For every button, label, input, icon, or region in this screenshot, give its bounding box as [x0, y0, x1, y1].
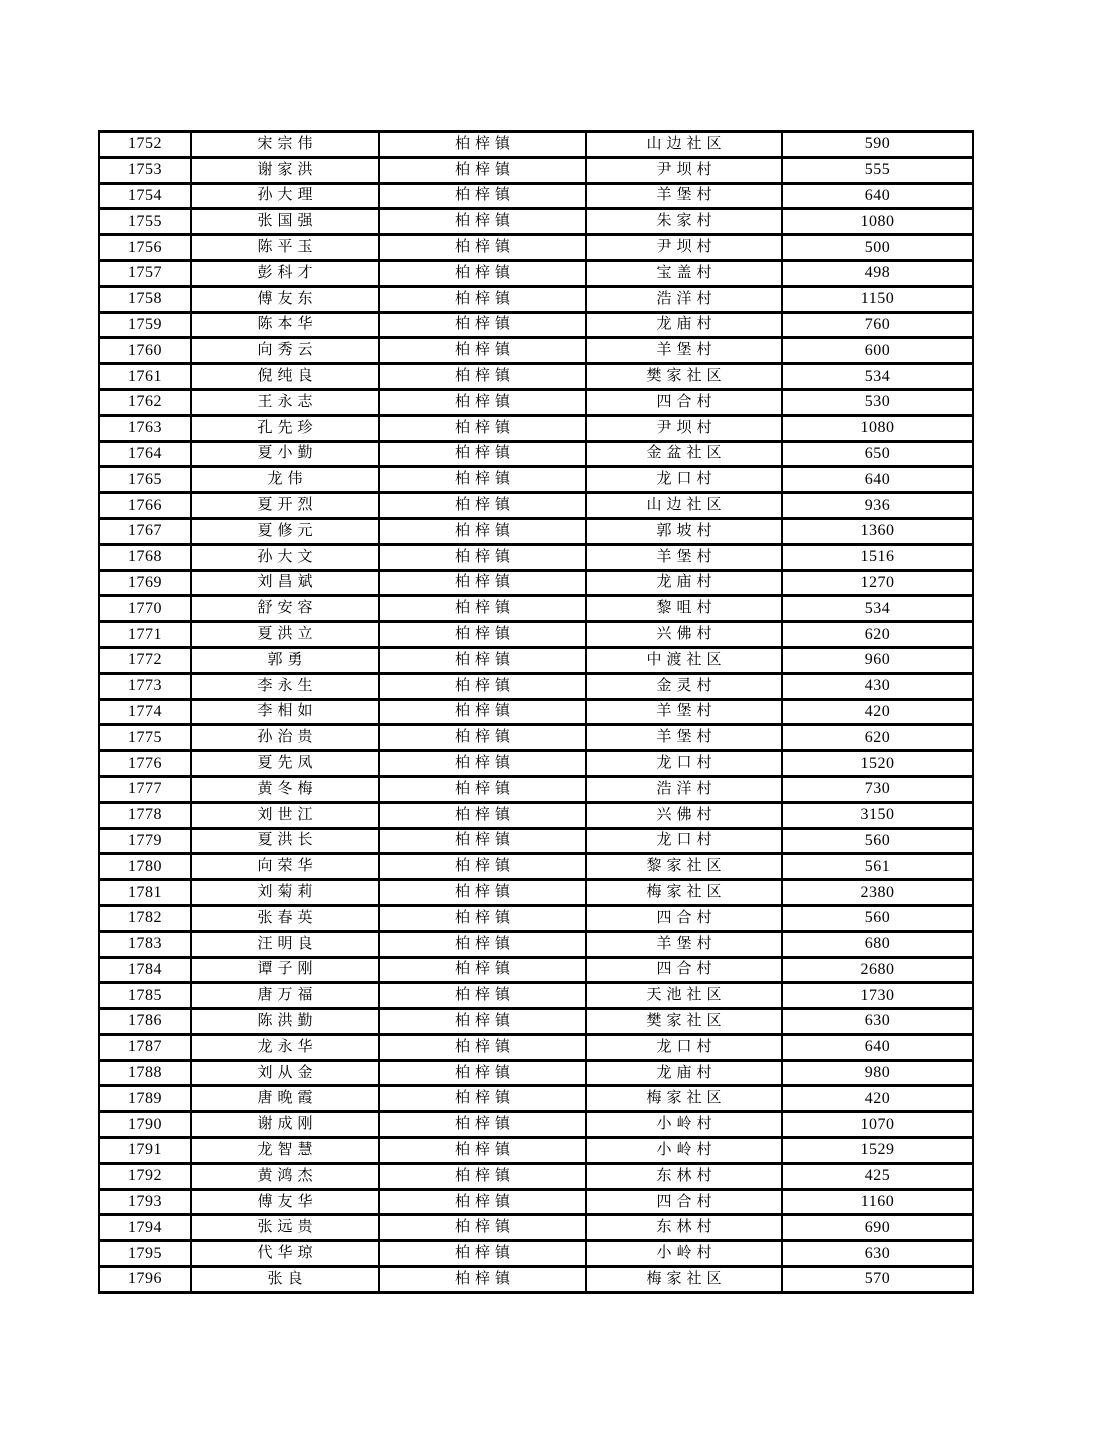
cell-village: 尹坝村	[586, 415, 782, 441]
cell-name: 刘菊莉	[191, 880, 379, 906]
cell-village: 小岭村	[586, 1241, 782, 1267]
cell-name: 龙智慧	[191, 1138, 379, 1164]
table-row	[99, 905, 973, 931]
cell-village: 宝盖村	[586, 260, 782, 286]
table-row	[99, 441, 973, 467]
cell-amount: 2380	[782, 880, 973, 906]
cell-town: 柏梓镇	[379, 1267, 586, 1293]
table-row	[99, 880, 973, 906]
cell-amount: 760	[782, 312, 973, 338]
cell-serial: 1788	[99, 1060, 191, 1086]
cell-serial: 1763	[99, 415, 191, 441]
table-row	[99, 157, 973, 183]
cell-name: 夏开烈	[191, 493, 379, 519]
cell-serial: 1792	[99, 1163, 191, 1189]
cell-town: 柏梓镇	[379, 209, 586, 235]
cell-serial: 1752	[99, 132, 191, 158]
cell-name: 谢家洪	[191, 157, 379, 183]
cell-serial: 1796	[99, 1267, 191, 1293]
cell-village: 黎咀村	[586, 596, 782, 622]
cell-amount: 561	[782, 854, 973, 880]
cell-name: 向荣华	[191, 854, 379, 880]
table-row	[99, 209, 973, 235]
cell-town: 柏梓镇	[379, 957, 586, 983]
cell-town: 柏梓镇	[379, 544, 586, 570]
cell-name: 陈本华	[191, 312, 379, 338]
cell-amount: 2680	[782, 957, 973, 983]
cell-serial: 1771	[99, 622, 191, 648]
table-row	[99, 389, 973, 415]
cell-amount: 630	[782, 1241, 973, 1267]
cell-town: 柏梓镇	[379, 1241, 586, 1267]
cell-name: 向秀云	[191, 338, 379, 364]
cell-amount: 555	[782, 157, 973, 183]
table-row	[99, 1112, 973, 1138]
cell-amount: 560	[782, 905, 973, 931]
cell-town: 柏梓镇	[379, 157, 586, 183]
cell-name: 孙大理	[191, 183, 379, 209]
cell-name: 李相如	[191, 699, 379, 725]
cell-name: 郭勇	[191, 647, 379, 673]
cell-serial: 1757	[99, 260, 191, 286]
cell-village: 浩洋村	[586, 286, 782, 312]
cell-serial: 1768	[99, 544, 191, 570]
cell-name: 张春英	[191, 905, 379, 931]
cell-village: 四合村	[586, 957, 782, 983]
cell-name: 李永生	[191, 673, 379, 699]
cell-village: 龙庙村	[586, 312, 782, 338]
cell-town: 柏梓镇	[379, 183, 586, 209]
cell-village: 东林村	[586, 1215, 782, 1241]
cell-town: 柏梓镇	[379, 776, 586, 802]
cell-amount: 640	[782, 183, 973, 209]
cell-town: 柏梓镇	[379, 389, 586, 415]
table-row	[99, 1163, 973, 1189]
table-row	[99, 854, 973, 880]
cell-village: 梅家社区	[586, 880, 782, 906]
cell-town: 柏梓镇	[379, 931, 586, 957]
cell-village: 浩洋村	[586, 776, 782, 802]
cell-amount: 1270	[782, 570, 973, 596]
cell-village: 天池社区	[586, 983, 782, 1009]
cell-town: 柏梓镇	[379, 415, 586, 441]
cell-town: 柏梓镇	[379, 854, 586, 880]
cell-name: 彭科才	[191, 260, 379, 286]
cell-village: 龙口村	[586, 1034, 782, 1060]
cell-village: 郭坡村	[586, 518, 782, 544]
cell-serial: 1783	[99, 931, 191, 957]
cell-amount: 1360	[782, 518, 973, 544]
table-row	[99, 1138, 973, 1164]
cell-town: 柏梓镇	[379, 699, 586, 725]
table-row	[99, 364, 973, 390]
table-row	[99, 1215, 973, 1241]
cell-name: 陈洪勤	[191, 1009, 379, 1035]
cell-village: 梅家社区	[586, 1267, 782, 1293]
cell-village: 金盆社区	[586, 441, 782, 467]
table-row	[99, 1267, 973, 1293]
table-row	[99, 596, 973, 622]
cell-name: 唐晚霞	[191, 1086, 379, 1112]
cell-town: 柏梓镇	[379, 1034, 586, 1060]
cell-town: 柏梓镇	[379, 647, 586, 673]
cell-village: 羊堡村	[586, 699, 782, 725]
cell-amount: 1160	[782, 1189, 973, 1215]
cell-serial: 1784	[99, 957, 191, 983]
table-row	[99, 1009, 973, 1035]
table-row	[99, 1189, 973, 1215]
cell-amount: 960	[782, 647, 973, 673]
cell-town: 柏梓镇	[379, 596, 586, 622]
cell-amount: 3150	[782, 802, 973, 828]
cell-serial: 1772	[99, 647, 191, 673]
cell-village: 四合村	[586, 905, 782, 931]
cell-amount: 500	[782, 235, 973, 261]
cell-name: 黄冬梅	[191, 776, 379, 802]
cell-village: 山边社区	[586, 132, 782, 158]
cell-town: 柏梓镇	[379, 1060, 586, 1086]
cell-amount: 690	[782, 1215, 973, 1241]
cell-town: 柏梓镇	[379, 1189, 586, 1215]
cell-name: 舒安容	[191, 596, 379, 622]
cell-name: 孔先珍	[191, 415, 379, 441]
table-row	[99, 286, 973, 312]
cell-name: 刘从金	[191, 1060, 379, 1086]
roster-table	[98, 130, 974, 1294]
cell-serial: 1758	[99, 286, 191, 312]
cell-village: 羊堡村	[586, 544, 782, 570]
cell-name: 宋宗伟	[191, 132, 379, 158]
table-row	[99, 312, 973, 338]
table-row	[99, 1241, 973, 1267]
cell-town: 柏梓镇	[379, 570, 586, 596]
cell-serial: 1766	[99, 493, 191, 519]
cell-amount: 1529	[782, 1138, 973, 1164]
cell-town: 柏梓镇	[379, 1009, 586, 1035]
table-row	[99, 1034, 973, 1060]
cell-name: 夏洪长	[191, 828, 379, 854]
cell-town: 柏梓镇	[379, 518, 586, 544]
cell-serial: 1793	[99, 1189, 191, 1215]
cell-amount: 420	[782, 699, 973, 725]
cell-name: 唐万福	[191, 983, 379, 1009]
cell-serial: 1786	[99, 1009, 191, 1035]
cell-town: 柏梓镇	[379, 1163, 586, 1189]
table-row	[99, 493, 973, 519]
cell-name: 龙永华	[191, 1034, 379, 1060]
cell-serial: 1776	[99, 751, 191, 777]
table-row	[99, 802, 973, 828]
table-row	[99, 673, 973, 699]
cell-serial: 1790	[99, 1112, 191, 1138]
cell-town: 柏梓镇	[379, 1086, 586, 1112]
cell-village: 龙口村	[586, 467, 782, 493]
table-row	[99, 260, 973, 286]
cell-name: 刘世江	[191, 802, 379, 828]
cell-name: 黄鸿杰	[191, 1163, 379, 1189]
table-row	[99, 570, 973, 596]
cell-town: 柏梓镇	[379, 673, 586, 699]
cell-name: 张良	[191, 1267, 379, 1293]
table-row	[99, 647, 973, 673]
table-row	[99, 751, 973, 777]
cell-name: 谢成刚	[191, 1112, 379, 1138]
cell-village: 黎家社区	[586, 854, 782, 880]
cell-town: 柏梓镇	[379, 1112, 586, 1138]
cell-amount: 980	[782, 1060, 973, 1086]
table-row	[99, 132, 973, 158]
cell-village: 龙口村	[586, 828, 782, 854]
cell-village: 尹坝村	[586, 157, 782, 183]
cell-serial: 1770	[99, 596, 191, 622]
cell-serial: 1778	[99, 802, 191, 828]
cell-amount: 570	[782, 1267, 973, 1293]
cell-town: 柏梓镇	[379, 1138, 586, 1164]
cell-serial: 1785	[99, 983, 191, 1009]
cell-amount: 420	[782, 1086, 973, 1112]
cell-town: 柏梓镇	[379, 364, 586, 390]
cell-serial: 1789	[99, 1086, 191, 1112]
cell-serial: 1779	[99, 828, 191, 854]
cell-village: 梅家社区	[586, 1086, 782, 1112]
cell-town: 柏梓镇	[379, 132, 586, 158]
cell-serial: 1791	[99, 1138, 191, 1164]
table-row	[99, 183, 973, 209]
cell-village: 小岭村	[586, 1138, 782, 1164]
table-row	[99, 957, 973, 983]
cell-amount: 620	[782, 622, 973, 648]
cell-name: 龙伟	[191, 467, 379, 493]
cell-amount: 425	[782, 1163, 973, 1189]
cell-village: 金灵村	[586, 673, 782, 699]
cell-village: 尹坝村	[586, 235, 782, 261]
cell-name: 夏先凤	[191, 751, 379, 777]
cell-village: 龙庙村	[586, 1060, 782, 1086]
cell-name: 倪纯良	[191, 364, 379, 390]
cell-amount: 1080	[782, 209, 973, 235]
cell-amount: 630	[782, 1009, 973, 1035]
table-row	[99, 699, 973, 725]
cell-serial: 1765	[99, 467, 191, 493]
cell-village: 兴佛村	[586, 802, 782, 828]
cell-name: 夏洪立	[191, 622, 379, 648]
cell-town: 柏梓镇	[379, 493, 586, 519]
cell-serial: 1761	[99, 364, 191, 390]
table-row	[99, 1060, 973, 1086]
cell-serial: 1782	[99, 905, 191, 931]
cell-village: 中渡社区	[586, 647, 782, 673]
cell-serial: 1754	[99, 183, 191, 209]
cell-town: 柏梓镇	[379, 802, 586, 828]
cell-amount: 1730	[782, 983, 973, 1009]
cell-amount: 430	[782, 673, 973, 699]
roster-table-body	[99, 132, 973, 1293]
cell-name: 陈平玉	[191, 235, 379, 261]
cell-amount: 534	[782, 596, 973, 622]
cell-amount: 1520	[782, 751, 973, 777]
cell-amount: 530	[782, 389, 973, 415]
cell-amount: 1070	[782, 1112, 973, 1138]
cell-name: 代华琼	[191, 1241, 379, 1267]
cell-amount: 1516	[782, 544, 973, 570]
cell-serial: 1774	[99, 699, 191, 725]
cell-serial: 1773	[99, 673, 191, 699]
cell-serial: 1781	[99, 880, 191, 906]
cell-name: 王永志	[191, 389, 379, 415]
table-row	[99, 828, 973, 854]
cell-amount: 640	[782, 1034, 973, 1060]
cell-amount: 498	[782, 260, 973, 286]
cell-town: 柏梓镇	[379, 622, 586, 648]
cell-name: 孙治贵	[191, 725, 379, 751]
cell-amount: 1150	[782, 286, 973, 312]
cell-town: 柏梓镇	[379, 880, 586, 906]
table-row	[99, 518, 973, 544]
cell-village: 羊堡村	[586, 931, 782, 957]
cell-amount: 590	[782, 132, 973, 158]
cell-town: 柏梓镇	[379, 751, 586, 777]
cell-town: 柏梓镇	[379, 828, 586, 854]
table-row	[99, 467, 973, 493]
cell-village: 小岭村	[586, 1112, 782, 1138]
cell-village: 山边社区	[586, 493, 782, 519]
cell-amount: 620	[782, 725, 973, 751]
cell-serial: 1753	[99, 157, 191, 183]
cell-serial: 1780	[99, 854, 191, 880]
cell-serial: 1795	[99, 1241, 191, 1267]
cell-village: 朱家村	[586, 209, 782, 235]
table-row	[99, 622, 973, 648]
cell-town: 柏梓镇	[379, 1215, 586, 1241]
cell-name: 夏修元	[191, 518, 379, 544]
cell-serial: 1775	[99, 725, 191, 751]
cell-name: 夏小勤	[191, 441, 379, 467]
cell-village: 四合村	[586, 389, 782, 415]
cell-village: 四合村	[586, 1189, 782, 1215]
cell-name: 谭子刚	[191, 957, 379, 983]
cell-amount: 640	[782, 467, 973, 493]
cell-town: 柏梓镇	[379, 235, 586, 261]
cell-serial: 1762	[99, 389, 191, 415]
cell-town: 柏梓镇	[379, 467, 586, 493]
table-row	[99, 776, 973, 802]
cell-serial: 1759	[99, 312, 191, 338]
cell-village: 龙口村	[586, 751, 782, 777]
cell-town: 柏梓镇	[379, 338, 586, 364]
table-row	[99, 338, 973, 364]
cell-amount: 936	[782, 493, 973, 519]
cell-amount: 650	[782, 441, 973, 467]
cell-serial: 1787	[99, 1034, 191, 1060]
cell-town: 柏梓镇	[379, 260, 586, 286]
cell-amount: 600	[782, 338, 973, 364]
cell-name: 刘昌斌	[191, 570, 379, 596]
cell-name: 傅友东	[191, 286, 379, 312]
table-row	[99, 983, 973, 1009]
cell-village: 樊家社区	[586, 364, 782, 390]
table-row	[99, 544, 973, 570]
cell-serial: 1777	[99, 776, 191, 802]
table-row	[99, 725, 973, 751]
cell-amount: 534	[782, 364, 973, 390]
cell-town: 柏梓镇	[379, 312, 586, 338]
cell-serial: 1764	[99, 441, 191, 467]
table-row	[99, 415, 973, 441]
cell-serial: 1755	[99, 209, 191, 235]
cell-town: 柏梓镇	[379, 286, 586, 312]
cell-serial: 1769	[99, 570, 191, 596]
table-row	[99, 1086, 973, 1112]
cell-village: 樊家社区	[586, 1009, 782, 1035]
cell-village: 东林村	[586, 1163, 782, 1189]
table-row	[99, 931, 973, 957]
cell-amount: 1080	[782, 415, 973, 441]
cell-name: 孙大文	[191, 544, 379, 570]
cell-town: 柏梓镇	[379, 725, 586, 751]
cell-village: 龙庙村	[586, 570, 782, 596]
cell-serial: 1756	[99, 235, 191, 261]
cell-town: 柏梓镇	[379, 983, 586, 1009]
cell-village: 兴佛村	[586, 622, 782, 648]
cell-serial: 1767	[99, 518, 191, 544]
cell-serial: 1760	[99, 338, 191, 364]
cell-village: 羊堡村	[586, 725, 782, 751]
cell-amount: 680	[782, 931, 973, 957]
cell-name: 汪明良	[191, 931, 379, 957]
table-row	[99, 235, 973, 261]
cell-serial: 1794	[99, 1215, 191, 1241]
cell-amount: 730	[782, 776, 973, 802]
cell-name: 张国强	[191, 209, 379, 235]
cell-amount: 560	[782, 828, 973, 854]
cell-town: 柏梓镇	[379, 905, 586, 931]
cell-town: 柏梓镇	[379, 441, 586, 467]
cell-village: 羊堡村	[586, 338, 782, 364]
cell-village: 羊堡村	[586, 183, 782, 209]
cell-name: 张远贵	[191, 1215, 379, 1241]
cell-name: 傅友华	[191, 1189, 379, 1215]
